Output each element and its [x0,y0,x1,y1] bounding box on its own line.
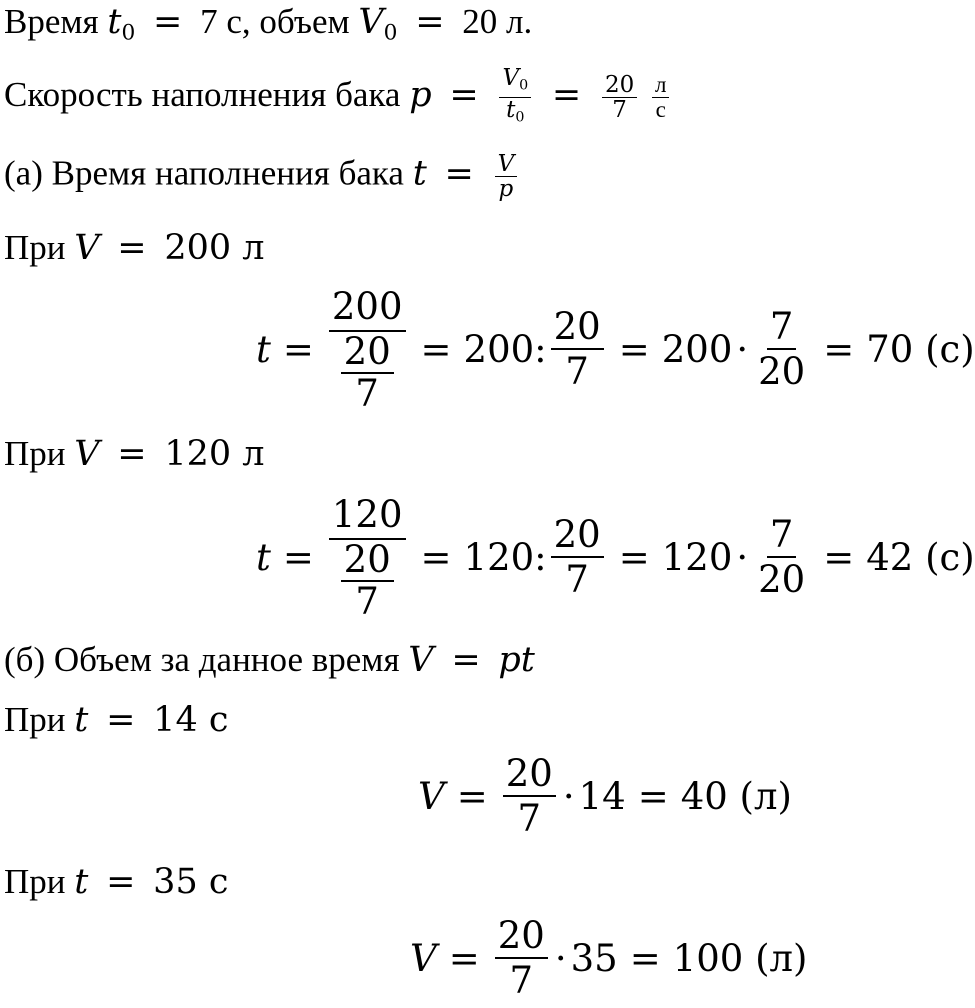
equals-sign: = [551,74,582,115]
equation-result: 100 (л) [672,936,808,980]
division-lhs: 200 [463,327,535,371]
case-v120-heading [4,434,265,474]
initial-volume-value: 20 л. [462,2,533,41]
part-a-heading [4,152,520,201]
rate-formula-fraction: $\frac{V_0}{t_0}$ [499,66,531,130]
equals-sign: = [637,774,669,818]
equals-sign: = [282,535,314,579]
volume-variable: V [74,434,100,474]
time-variable: t [412,153,427,194]
equation-lhs: V [410,936,437,980]
complex-fraction: $\frac{120}{\frac{20}{7}}$ [329,492,406,622]
equals-sign: = [618,535,650,579]
equals-sign: = [420,327,452,371]
equals-sign: = [117,228,147,268]
case-value: 200 л [164,228,265,268]
equals-sign: = [629,936,661,980]
volume-label: объем [259,2,350,41]
volume-variable: V [74,228,100,268]
equation-result: 70 (с) [866,327,975,371]
equals-sign: = [282,327,314,371]
equals-sign: = [153,2,183,42]
case-value: 14 с [153,700,229,740]
equals-sign: = [456,774,488,818]
rate-value-fraction: $\frac{20}{7}$ [602,73,637,122]
equals-sign: = [117,434,147,474]
equals-sign: = [823,327,855,371]
divisor-fraction: $\frac{20}{7}$ [551,513,604,601]
division-sign: : [534,535,547,579]
rate-fraction: $\frac{20}{7}$ [495,914,548,1002]
time-factor: 35 [570,936,618,980]
case-value: 120 л [164,434,265,474]
equation-v120 [256,492,975,622]
complex-fraction: $\frac{200}{\frac{20}{7}}$ [329,284,406,414]
equation-result: 40 (л) [680,774,792,818]
equals-sign: = [448,936,480,980]
volume-formula-rhs: pt [498,640,535,680]
time-label: Время [4,2,99,41]
inner-fraction: $\frac{20}{7}$ [341,540,394,622]
case-v200-heading [4,228,265,268]
multiplier-fraction: $\frac{7}{20}$ [758,513,806,601]
case-value: 35 с [153,862,229,902]
volume-variable: V [408,640,434,680]
inner-fraction: $\frac{20}{7}$ [341,332,394,414]
equation-t14 [418,752,792,840]
case-prefix: При [4,228,66,267]
equals-sign: = [449,74,479,115]
multiplication-lhs: 120 [661,535,733,579]
case-prefix: При [4,862,66,901]
equation-lhs: t [256,535,271,579]
equation-t35 [410,914,807,1002]
division-sign: : [534,327,547,371]
case-prefix: При [4,700,66,739]
equation-v200 [256,284,975,414]
case-t14-heading [4,700,228,740]
equation-result: 42 (с) [866,535,975,579]
time-variable: $t_0$ [107,2,136,46]
equals-sign: = [823,535,855,579]
part-b-label: (б) Объем за данное время [4,640,400,679]
time-variable: t [74,700,89,740]
rate-fraction: $\frac{20}{7}$ [503,752,556,840]
volume-variable: $V_0$ [358,2,398,46]
equals-sign: = [106,700,136,740]
initial-time-value: 7 с, [200,2,251,41]
equation-lhs: t [256,327,271,371]
equation-lhs: V [418,774,445,818]
fill-rate-label: Скорость наполнения бака [4,74,401,114]
multiplication-dot: · [736,535,749,579]
given-values-line [4,2,532,54]
multiplier-fraction: $\frac{7}{20}$ [758,305,806,393]
equals-sign: = [415,2,445,42]
multiplication-lhs: 200 [661,327,733,371]
division-lhs: 120 [463,535,535,579]
multiplication-dot: · [562,774,575,818]
divisor-fraction: $\frac{20}{7}$ [551,305,604,393]
equals-sign: = [618,327,650,371]
time-factor: 14 [578,774,626,818]
time-formula-fraction: $\frac{V}{p}$ [495,152,518,201]
multiplication-dot: · [554,936,567,980]
equals-sign: = [444,153,474,194]
equals-sign: = [451,640,481,680]
time-variable: t [74,862,89,902]
fill-rate-line [4,66,672,130]
part-a-label: (а) Время наполнения бака [4,153,404,193]
case-prefix: При [4,434,66,473]
part-b-heading [4,640,535,680]
case-t35-heading [4,862,228,902]
multiplication-dot: · [736,327,749,371]
equals-sign: = [106,862,136,902]
rate-unit-fraction: $\frac{л}{с}$ [652,73,669,122]
equals-sign: = [420,535,452,579]
rate-variable: p [409,74,432,115]
